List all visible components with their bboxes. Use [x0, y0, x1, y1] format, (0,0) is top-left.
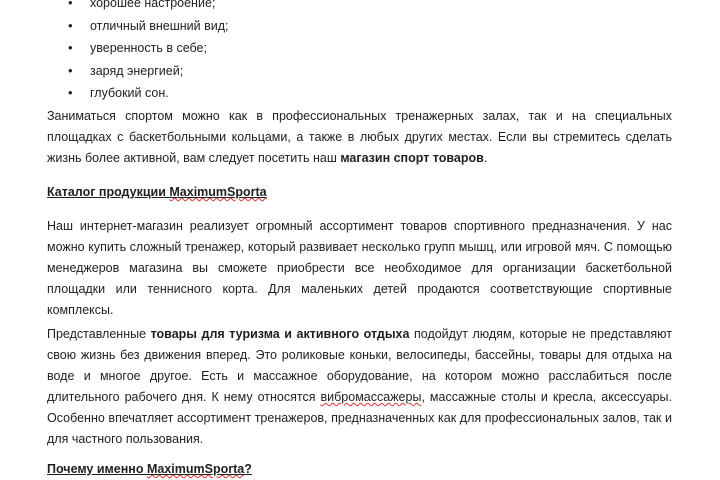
paragraph-sport-places	[47, 106, 672, 169]
list-item: • уверенность в себе;	[68, 37, 229, 60]
misspelled-word: вибромассажеры	[320, 390, 422, 404]
catalog-heading	[47, 182, 267, 203]
paragraph-text: Заниматься спортом можно как в профессиональных тренажерных залах, так и на специальных площадках с баскетбольными кольцами, а также в любых других местах. Если вы стремитесь сделать жизнь более активной, вам следует посетить наш	[47, 109, 672, 165]
paragraph-tourism	[47, 324, 672, 450]
list-item: • хорошее настроение;	[68, 0, 229, 15]
store-link-text: магазин спорт товаров	[340, 151, 484, 165]
paragraph-text: .	[483, 151, 488, 165]
paragraph-text: Представленные	[47, 327, 151, 341]
heading-text: Каталог продукции	[47, 185, 170, 199]
paragraph-text: , массажные столы и кресла, аксессуары. Особенно впечатляет ассортимент тренажеров, предназначенных как для профессиональных залов, так и для частного пользования.	[47, 390, 672, 446]
list-item: • отличный внешний вид;	[68, 15, 229, 38]
tourism-link-text: товары для туризма и активного отдыха	[150, 327, 410, 341]
brand-name: MaximumSporta	[146, 462, 245, 476]
list-item: • заряд энергией;	[68, 60, 229, 83]
benefits-list	[68, 0, 229, 105]
heading-suffix: ?	[244, 462, 252, 476]
heading-text: Почему именно	[47, 462, 147, 476]
brand-name: MaximumSporta	[169, 185, 267, 199]
paragraph-catalog: Наш интернет-магазин реализует огромный ассортимент товаров спортивного предназначения. У нас можно купить сложный тренажер, который развивает несколько групп мышц, или игровой мяч. С помощью менеджеров магазина вы сможете приобрести все необходимое для организации баскетбольной площадки или теннисного корта. Для маленьких детей продаются соответствующие спортивные комплексы.	[47, 219, 672, 317]
paragraph-text: подойдут людям, которые не представляют свою жизнь без движения вперед. Это роликовые коньки, велосипеды, бассейны, товары для отдыха на воде и многое другое. Есть и массажное оборудование, на котором можно расслабиться после длительного рабочего дня. К нему относятся	[47, 327, 672, 404]
why-heading	[47, 459, 252, 480]
list-item: • глубокий сон.	[68, 82, 229, 105]
